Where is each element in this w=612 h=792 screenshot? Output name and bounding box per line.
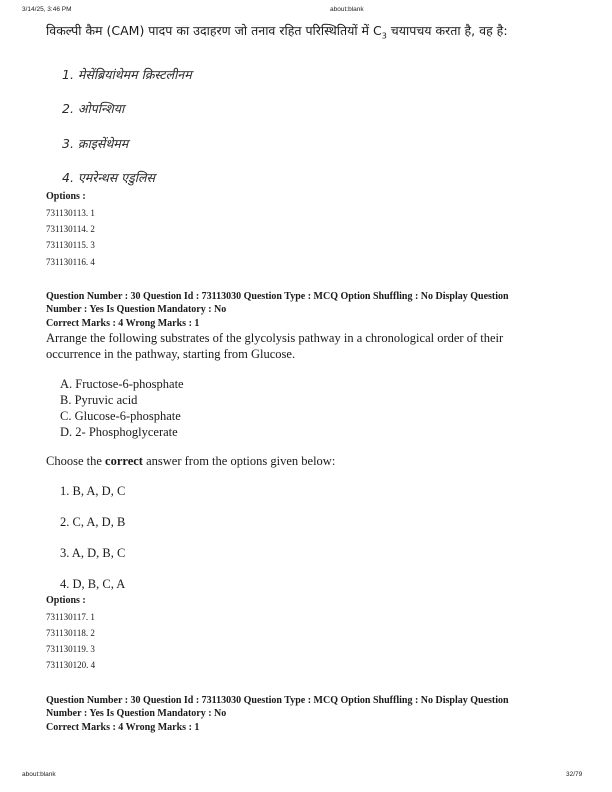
item-a: A. Fructose-6-phosphate (60, 377, 184, 391)
question-text-line2: occurrence in the pathway, starting from Glucose. (46, 347, 296, 361)
prev-option-code-3: 731130115. 3 (46, 240, 95, 250)
option-code-2: 731130118. 2 (46, 628, 95, 638)
options-label: Options : (46, 595, 86, 606)
question-text-line1: Arrange the following substrates of the glycolysis pathway in a chronological order of their (46, 331, 504, 345)
next-question-meta-line2: Number : Yes Is Question Mandatory : No (46, 708, 227, 719)
answer-option-2: 2. C, A, D, B (60, 515, 126, 529)
prev-option-4: 4. एमरेन्थस एडुलिस (62, 170, 155, 185)
item-c: C. Glucose-6-phosphate (60, 409, 181, 423)
question-marks: Correct Marks : 4 Wrong Marks : 1 (46, 318, 200, 329)
choose-instruction: Choose the correct answer from the options given below: (46, 454, 336, 468)
prev-option-code-4: 731130116. 4 (46, 257, 95, 267)
question-meta-line2: Number : Yes Is Question Mandatory : No (46, 304, 227, 315)
prev-options-label: Options : (46, 191, 86, 202)
print-datetime: 3/14/25, 3:46 PM (22, 6, 72, 13)
item-d: D. 2- Phosphoglycerate (60, 425, 178, 439)
prev-option-code-1: 731130113. 1 (46, 208, 95, 218)
question-meta-line1: Question Number : 30 Question Id : 73113030 Question Type : MCQ Option Shuffling : No Display Question (46, 291, 509, 302)
prev-option-1: 1. मेसेंब्रियांथेमम क्रिस्टलीनम (62, 67, 192, 82)
prev-option-code-2: 731130114. 2 (46, 224, 95, 234)
next-question-meta-line1: Question Number : 30 Question Id : 73113030 Question Type : MCQ Option Shuffling : No Display Question (46, 695, 509, 706)
next-question-marks: Correct Marks : 4 Wrong Marks : 1 (46, 722, 200, 733)
answer-option-4: 4. D, B, C, A (60, 577, 126, 591)
print-url: about:blank (330, 6, 364, 13)
footer-url: about:blank (22, 771, 56, 778)
prev-option-2: 2. ओपन्शिया (62, 101, 125, 116)
answer-option-3: 3. A, D, B, C (60, 546, 126, 560)
option-code-1: 731130117. 1 (46, 612, 95, 622)
answer-option-1: 1. B, A, D, C (60, 484, 126, 498)
option-code-4: 731130120. 4 (46, 660, 96, 670)
prev-option-3: 3. क्राइसेंथेमम (62, 136, 129, 151)
page-number: 32/79 (566, 771, 583, 778)
prev-question-text: विकल्पी कैम (CAM) पादप का उदाहरण जो तनाव रहित परिस्थितियों में $C_3$ चयापचय करता है, वह है: (46, 23, 508, 41)
item-b: B. Pyruvic acid (60, 393, 138, 407)
option-code-3: 731130119. 3 (46, 644, 95, 654)
